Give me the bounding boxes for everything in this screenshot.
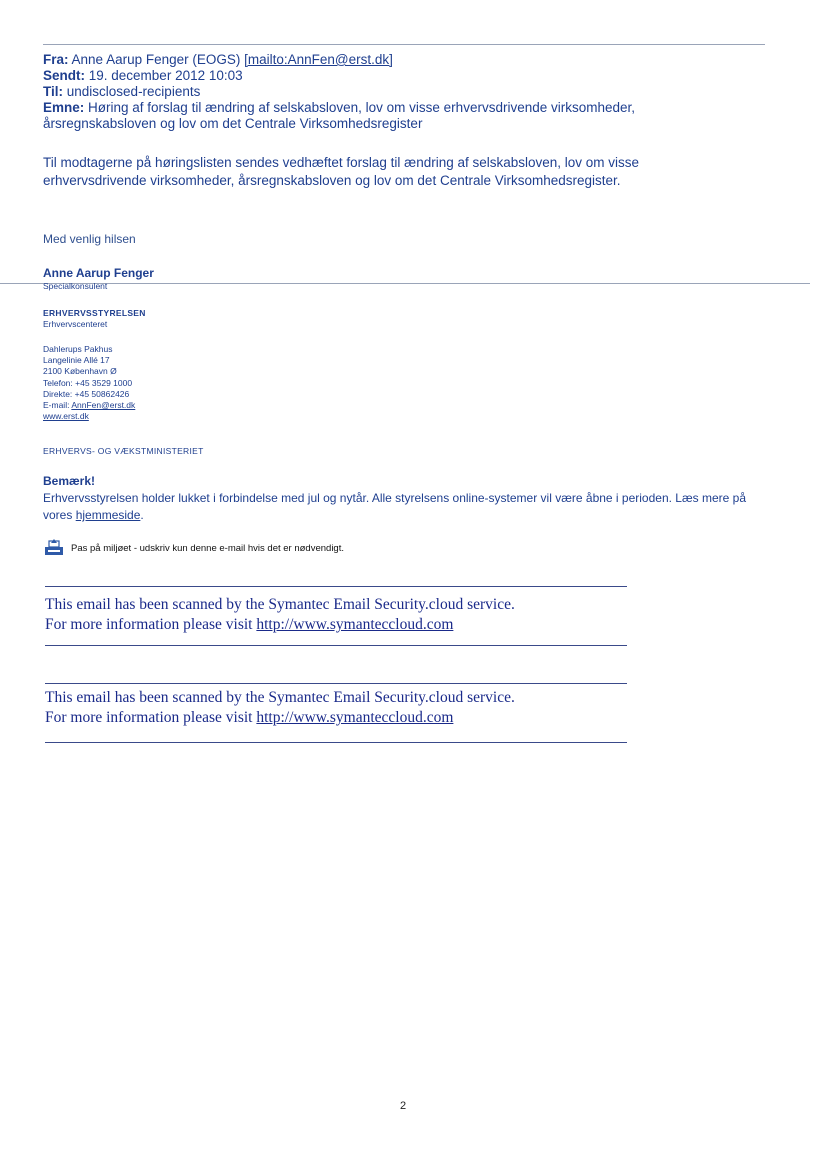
scan-bottom-line: [45, 742, 627, 743]
phone-line: Telefon: +45 3529 1000: [43, 377, 133, 388]
to-row: [43, 84, 743, 100]
sent-label: Sendt:: [43, 68, 85, 83]
homepage-link[interactable]: hjemmeside: [75, 508, 141, 522]
ministry-name: ERHVERVS- OG VÆKSTMINISTERIET: [43, 446, 204, 456]
email-body: Til modtagerne på høringslisten sendes vedhæftet forslag til ændring af selskabsloven, lov om visse erhvervsdrivende virksomheder, årsregnskabsloven og lov om det Centrale Virksomhedsregister.: [43, 155, 640, 188]
email-line: [43, 400, 135, 411]
scan-prefix: For more information please visit: [45, 616, 257, 633]
subject-row: [43, 100, 743, 132]
from-row: [43, 52, 743, 68]
subject-value: Høring af forslag til ændring af selskabsloven, lov om visse erhvervsdrivende virksomheder, årsregnskabsloven og lov om det Centrale Virksomhedsregister: [43, 100, 636, 131]
subject-label: Emne:: [43, 100, 85, 115]
environment-text: Pas på miljøet - udskriv kun denne e-mail hvis det er nødvendigt.: [71, 542, 344, 554]
signature-address: [43, 344, 135, 422]
scan-bottom-line: [45, 645, 627, 646]
greeting: Med venlig hilsen: [43, 232, 136, 246]
direct-line: Direkte: +45 50862426: [43, 388, 130, 399]
scan-line-2: [45, 615, 630, 635]
website-link[interactable]: www.erst.dk: [43, 411, 89, 422]
to-label: Til:: [43, 84, 63, 99]
remark-heading: Bemærk!: [43, 474, 96, 488]
remark-body: Erhvervsstyrelsen holder lukket i forbindelse med jul og nytår. Alle styrelsens online-systemer vil være åbne i perioden. Læs mere på vores: [43, 491, 746, 522]
sent-value: 19. december 2012 10:03: [88, 68, 243, 83]
scan-line-2: [45, 708, 630, 728]
from-label: Fra:: [43, 52, 69, 67]
scan-prefix: For more information please visit: [45, 709, 257, 726]
remark-text: [43, 490, 763, 524]
email-header: [43, 52, 743, 132]
signature-title: Specialkonsulent: [43, 281, 108, 291]
environment-note: [43, 539, 344, 557]
from-mailto-link[interactable]: [mailto:AnnFen@erst.dk]: [244, 52, 393, 67]
symantec-link[interactable]: http://www.symanteccloud.com: [256, 709, 454, 726]
email-link[interactable]: AnnFen@erst.dk: [71, 400, 136, 411]
remark-end: .: [140, 508, 144, 522]
address-line: Dahlerups Pakhus: [43, 344, 113, 354]
printer-icon: [43, 539, 65, 557]
address-line: 2100 København Ø: [43, 366, 117, 377]
to-value: undisclosed-recipients: [66, 84, 201, 99]
org-name: ERHVERVSSTYRELSEN: [43, 308, 146, 318]
scan-line-1: This email has been scanned by the Symantec Email Security.cloud service.: [45, 596, 515, 613]
top-divider: [43, 44, 765, 45]
address-line: Langelinie Allé 17: [43, 355, 110, 366]
scan-notice: [45, 683, 630, 743]
signature-name: Anne Aarup Fenger: [43, 266, 154, 280]
signature-divider: [0, 283, 810, 284]
signature-org: [43, 308, 146, 330]
org-dept: Erhvervscenteret: [43, 319, 108, 329]
page-number: 2: [400, 1100, 407, 1112]
scan-line-1: This email has been scanned by the Symantec Email Security.cloud service.: [45, 689, 515, 706]
symantec-link[interactable]: http://www.symanteccloud.com: [256, 616, 454, 633]
from-value: Anne Aarup Fenger (EOGS): [71, 52, 241, 67]
scan-notice: [45, 586, 630, 646]
sent-row: [43, 68, 743, 84]
email-label: E-mail:: [43, 400, 70, 411]
